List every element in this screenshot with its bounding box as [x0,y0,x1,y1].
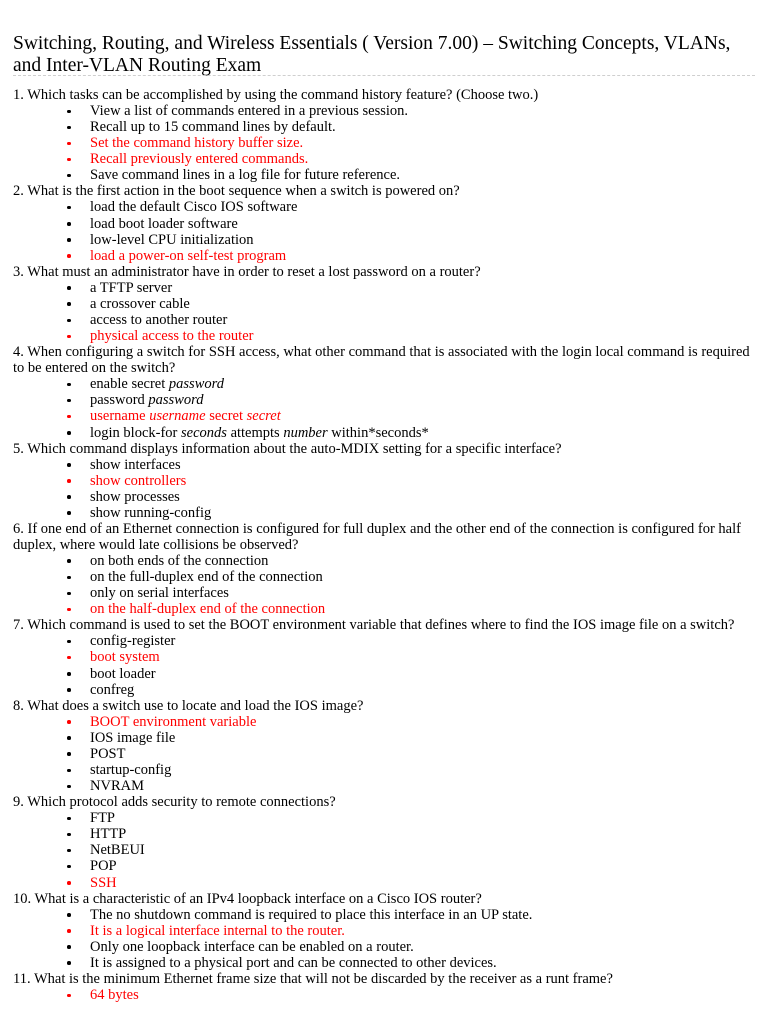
answer-option-correct [13,328,755,344]
option-text: show controllers [90,472,187,489]
option-text: 64 bytes [90,987,139,1004]
option-text: It is a logical interface internal to the router. [90,922,345,939]
answer-option [13,826,755,842]
option-text: NVRAM [90,778,144,795]
answer-options [13,810,755,890]
option-text: load boot loader software [90,215,238,232]
answer-option-correct [13,248,755,264]
option-text: POP [90,858,117,875]
answer-option-correct [13,135,755,151]
answer-option [13,199,755,215]
option-text: a TFTP server [90,279,173,296]
question-block [13,264,755,344]
option-placeholder-text: number [283,424,328,441]
option-placeholder-text: secret [246,408,281,425]
answer-option [13,489,755,505]
question-text: 10. What is a characteristic of an IPv4 loopback interface on a Cisco IOS router? [13,890,482,907]
question-text: 1. Which tasks can be accomplished by using the command history feature? (Choose two.) [13,87,539,103]
option-text: username [90,408,150,425]
answer-option [13,376,755,392]
question-text: 9. Which protocol adds security to remote connections? [13,794,336,811]
answer-option [13,907,755,923]
answer-option [13,585,755,601]
answer-option [13,553,755,569]
option-text: HTTP [90,826,127,843]
option-text: a crossover cable [90,295,190,312]
option-text: confreg [90,681,135,698]
answer-option [13,682,755,698]
answer-option-correct [13,151,755,167]
option-text: show processes [90,488,180,505]
option-text: only on serial interfaces [90,585,229,602]
answer-options [13,907,755,971]
question-block [13,794,755,890]
answer-option [13,858,755,874]
question-block [13,698,755,794]
option-text: NetBEUI [90,842,145,859]
option-text: boot loader [90,665,156,682]
answer-option [13,232,755,248]
answer-option [13,312,755,328]
question-block [13,617,755,697]
option-text: SSH [90,874,117,891]
option-placeholder-text: username [149,408,206,425]
option-text: low-level CPU initialization [90,231,254,248]
answer-options [13,376,755,440]
answer-option-correct [13,649,755,665]
option-text: The no shutdown command is required to place this interface in an UP state. [90,906,533,923]
answer-option [13,392,755,408]
answer-option [13,119,755,135]
option-text: enable secret [90,376,169,393]
answer-option-correct [13,875,755,891]
answer-option [13,810,755,826]
answer-options [13,199,755,263]
answer-options [13,714,755,794]
option-text: BOOT environment variable [90,713,257,730]
answer-option [13,216,755,232]
option-text: config-register [90,633,176,650]
answer-option [13,778,755,794]
question-block [13,344,755,440]
option-text: secret [205,408,247,425]
question-list [13,87,755,1003]
answer-options [13,553,755,617]
option-placeholder-text: seconds [181,424,227,441]
answer-option [13,296,755,312]
question-block [13,183,755,263]
option-text: Save command lines in a log file for future reference. [90,167,401,184]
answer-option [13,842,755,858]
answer-option-correct [13,601,755,617]
option-text: Only one loopback interface can be enabled on a router. [90,938,414,955]
option-text: within*seconds* [327,424,429,441]
answer-option [13,955,755,971]
question-text: 11. What is the minimum Ethernet frame size that will not be discarded by the receiver as a runt frame? [13,971,613,988]
answer-option-correct [13,714,755,730]
question-text: 6. If one end of an Ethernet connection is configured for full duplex and the other end of the connection is configured for half duplex, where would late collisions be observed? [13,520,741,553]
option-text: login block-for [90,424,182,441]
answer-options [13,457,755,521]
answer-option [13,167,755,183]
question-block [13,87,755,183]
question-block [13,521,755,617]
answer-option [13,569,755,585]
option-text: access to another router [90,312,228,329]
question-text: 5. Which command displays information about the auto-MDIX setting for a specific interface? [13,440,562,457]
title-divider [13,75,755,76]
option-text: load a power-on self-test program [90,247,287,264]
option-text: load the default Cisco IOS software [90,199,298,216]
option-text: password [90,392,149,409]
option-text: Recall up to 15 command lines by default. [90,119,336,136]
answer-option-correct [13,473,755,489]
answer-option [13,762,755,778]
answer-option [13,457,755,473]
answer-option [13,103,755,119]
option-text: POST [90,745,126,762]
option-placeholder-text: password [148,392,204,409]
answer-option [13,280,755,296]
answer-options [13,280,755,344]
option-text: attempts [226,424,284,441]
option-text: It is assigned to a physical port and can be connected to other devices. [90,954,497,971]
answer-option-correct [13,987,755,1003]
option-text: IOS image file [90,729,176,746]
question-block [13,971,755,1003]
answer-option [13,730,755,746]
option-text: on the full-duplex end of the connection [90,569,323,586]
answer-options [13,103,755,183]
option-text: physical access to the router [90,328,254,345]
option-text: Recall previously entered commands. [90,151,309,168]
answer-option [13,633,755,649]
page-title: Switching, Routing, and Wireless Essentials ( Version 7.00) – Switching Concepts, VLANs, and Inter-VLAN Routing Exam [13,33,731,76]
question-text: 3. What must an administrator have in order to reset a lost password on a router? [13,263,481,280]
option-text: on both ends of the connection [90,552,269,569]
question-text: 8. What does a switch use to locate and load the IOS image? [13,697,364,714]
option-text: show running-config [90,504,212,521]
option-text: Set the command history buffer size. [90,135,304,152]
question-text: 7. Which command is used to set the BOOT environment variable that defines where to find the IOS image file on a switch? [13,617,735,634]
answer-options [13,633,755,697]
option-text: show interfaces [90,456,181,473]
option-text: View a list of commands entered in a previous session. [90,103,409,119]
answer-option [13,505,755,521]
question-block [13,891,755,971]
question-block [13,441,755,521]
answer-option [13,666,755,682]
option-text: boot system [90,649,160,666]
answer-option-correct [13,923,755,939]
option-placeholder-text: password [168,376,224,393]
option-text: startup-config [90,762,172,778]
answer-option-correct [13,408,755,424]
answer-option [13,425,755,441]
answer-option [13,746,755,762]
answer-options [13,987,755,1003]
answer-option [13,939,755,955]
option-text: FTP [90,810,115,827]
question-text: 4. When configuring a switch for SSH access, what other command that is associated with the login local command is required to be entered on the switch? [13,344,750,377]
question-text: 2. What is the first action in the boot sequence when a switch is powered on? [13,183,460,200]
option-text: on the half-duplex end of the connection [90,601,326,618]
